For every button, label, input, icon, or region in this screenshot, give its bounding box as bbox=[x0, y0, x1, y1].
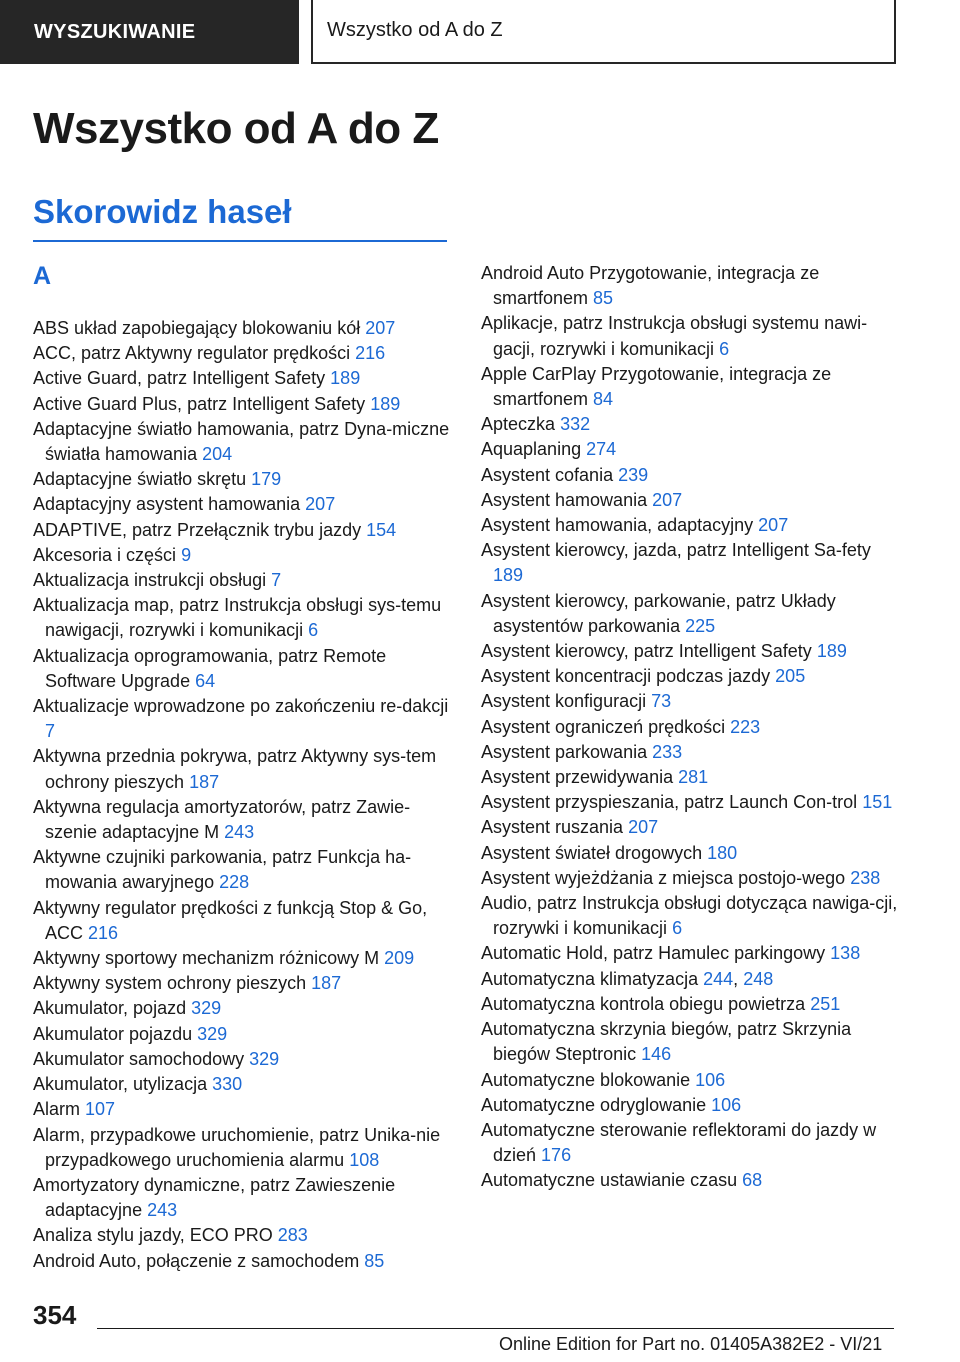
page-reference-link[interactable]: 6 bbox=[719, 338, 730, 359]
page-reference-link[interactable]: 84 bbox=[593, 389, 614, 410]
index-entry bbox=[481, 488, 901, 513]
index-term: Automatyczne odryglowanie bbox=[481, 1094, 707, 1115]
index-entry bbox=[481, 437, 901, 462]
page-reference-link[interactable]: 332 bbox=[560, 414, 591, 435]
index-term: Adaptacyjne światło skrętu bbox=[33, 469, 247, 490]
index-entry bbox=[481, 689, 901, 714]
index-entry bbox=[481, 463, 901, 488]
index-term: Asystent kierowcy, parkowanie, patrz Układy asystentów parkowania bbox=[481, 590, 836, 636]
index-entry bbox=[33, 316, 453, 341]
index-entry bbox=[481, 992, 901, 1017]
index-term: Analiza stylu jazdy, ECO PRO bbox=[33, 1225, 273, 1246]
index-term: Asystent przewidywania bbox=[481, 767, 674, 788]
page-reference-link[interactable]: 274 bbox=[586, 439, 617, 460]
index-term: Automatyczna kontrola obiegu powietrza bbox=[481, 993, 806, 1014]
tab-search[interactable]: WYSZUKIWANIE bbox=[0, 0, 299, 64]
index-term: Aktywna regulacja amortyzatorów, patrz Zawie‐szenie adaptacyjne M bbox=[33, 796, 411, 843]
index-entry bbox=[33, 644, 453, 694]
index-entry bbox=[481, 1093, 901, 1118]
index-entry bbox=[33, 795, 453, 845]
index-entry bbox=[33, 518, 453, 543]
page-reference-link[interactable]: 187 bbox=[189, 771, 220, 792]
index-term: Akumulator pojazdu bbox=[33, 1023, 193, 1044]
page-reference-link[interactable]: 180 bbox=[707, 842, 738, 863]
index-term: Aktualizacje wprowadzone po zakończeniu re‐dakcji bbox=[33, 696, 449, 717]
page-reference-link[interactable]: 233 bbox=[652, 741, 683, 762]
page-reference-link[interactable]: 106 bbox=[711, 1094, 742, 1115]
page-reference-link[interactable]: 138 bbox=[830, 943, 861, 964]
page-reference-link[interactable]: 205 bbox=[775, 666, 806, 687]
page-reference-link[interactable]: 187 bbox=[311, 973, 342, 994]
index-entry bbox=[33, 366, 453, 391]
subtitle-divider bbox=[33, 240, 447, 242]
index-term: Automatyczne ustawianie czasu bbox=[481, 1170, 738, 1191]
index-term: ADAPTIVE, patrz Przełącznik trybu jazdy bbox=[33, 519, 362, 540]
index-term: Apple CarPlay Przygotowanie, integracja ze smartfonem bbox=[481, 363, 832, 410]
page-reference-link[interactable]: 283 bbox=[277, 1225, 308, 1246]
index-entry bbox=[481, 891, 901, 941]
page-reference-link[interactable]: 108 bbox=[349, 1149, 380, 1170]
index-entry bbox=[481, 765, 901, 790]
page-reference-link[interactable]: 209 bbox=[384, 948, 415, 969]
index-term: Alarm bbox=[33, 1099, 81, 1120]
page-reference-link[interactable]: 207 bbox=[758, 515, 789, 536]
index-letter: A bbox=[33, 262, 52, 290]
index-entry bbox=[481, 815, 901, 840]
page-reference-link[interactable]: 251 bbox=[810, 993, 841, 1014]
index-term: Automatyczna klimatyzacja bbox=[481, 968, 699, 989]
index-term: Apteczka bbox=[481, 414, 556, 435]
index-term: Akumulator, pojazd bbox=[33, 998, 187, 1019]
page-reference-link[interactable]: 73 bbox=[651, 691, 672, 712]
footer-divider bbox=[97, 1328, 894, 1329]
index-entry bbox=[33, 1249, 453, 1274]
index-entry bbox=[481, 1017, 901, 1067]
index-term: Android Auto Przygotowanie, integracja ze smartfonem bbox=[481, 263, 820, 309]
index-term: Aktywny regulator prędkości z funkcją Stop & Go, ACC bbox=[33, 897, 428, 943]
index-term: Akumulator, utylizacja bbox=[33, 1074, 208, 1095]
index-term: Audio, patrz Instrukcja obsługi dotycząca nawiga‐cji, rozrywki i komunikacji bbox=[481, 893, 898, 939]
page-reference-link[interactable]: 107 bbox=[85, 1099, 116, 1120]
index-entry bbox=[481, 664, 901, 689]
index-term: Asystent hamowania bbox=[481, 489, 648, 510]
index-term: Automatic Hold, patrz Hamulec parkingowy bbox=[481, 943, 826, 964]
index-term: ABS układ zapobiegający blokowaniu kół bbox=[33, 318, 361, 338]
index-term: Asystent wyjeżdżania z miejsca postojo‐wego bbox=[481, 867, 846, 888]
index-term: Aktualizacja map, patrz Instrukcja obsługi sys‐temu nawigacji, rozrywki i komunikacji bbox=[33, 595, 442, 641]
page-reference-link[interactable]: 154 bbox=[366, 519, 397, 540]
index-entry bbox=[481, 362, 901, 412]
index-term: Aktywny system ochrony pieszych bbox=[33, 973, 307, 994]
page-reference-link[interactable]: 207 bbox=[305, 494, 336, 515]
page-reference-link[interactable]: 329 bbox=[197, 1023, 228, 1044]
index-term: Aktywne czujniki parkowania, patrz Funkcja ha‐mowania awaryjnego bbox=[33, 847, 412, 893]
index-entry bbox=[481, 1168, 901, 1193]
index-term: Automatyczne sterowanie reflektorami do jazdy w dzień bbox=[481, 1119, 877, 1166]
page-reference-link[interactable]: 151 bbox=[862, 792, 893, 813]
page-reference-link[interactable]: 85 bbox=[593, 288, 614, 309]
index-term: Asystent kierowcy, patrz Intelligent Safety bbox=[481, 641, 812, 662]
index-column-left bbox=[33, 316, 453, 1274]
index-entry bbox=[33, 1047, 453, 1072]
page-title: Wszystko od A do Z bbox=[33, 104, 439, 153]
page-reference-link[interactable]: 189 bbox=[816, 641, 847, 662]
index-entry bbox=[33, 1097, 453, 1122]
page-reference-link[interactable]: 6 bbox=[672, 918, 683, 939]
page-reference-link[interactable]: 243 bbox=[224, 822, 255, 843]
index-entry bbox=[481, 639, 901, 664]
index-entry bbox=[33, 946, 453, 971]
page-reference-link[interactable]: 329 bbox=[249, 1048, 280, 1069]
index-term: Asystent ograniczeń prędkości bbox=[481, 716, 726, 737]
index-term: Android Auto, połączenie z samochodem bbox=[33, 1250, 360, 1271]
page-reference-link[interactable]: 238 bbox=[850, 867, 881, 888]
page-reference-link[interactable]: 244 bbox=[703, 968, 734, 989]
index-term: Adaptacyjne światło hamowania, patrz Dyna‐miczne światła hamowania bbox=[33, 418, 450, 465]
page-reference-link[interactable]: 223 bbox=[730, 716, 761, 737]
page-reference-link[interactable]: 7 bbox=[45, 721, 56, 742]
index-term: Aktywna przednia pokrywa, patrz Aktywny sys‐tem ochrony pieszych bbox=[33, 746, 437, 792]
index-term: Aktualizacja oprogramowania, patrz Remote Software Upgrade bbox=[33, 645, 387, 691]
page-number: 354 bbox=[33, 1300, 77, 1330]
index-term: Automatyczna skrzynia biegów, patrz Skrzynia biegów Steptronic bbox=[481, 1019, 852, 1065]
page-reference-link[interactable]: 207 bbox=[628, 817, 659, 838]
page-reference-link[interactable]: 146 bbox=[641, 1044, 672, 1065]
page-reference-link[interactable]: 239 bbox=[618, 464, 649, 485]
page-reference-link[interactable]: 9 bbox=[181, 544, 192, 565]
index-entry bbox=[33, 896, 453, 946]
index-entry bbox=[481, 1068, 901, 1093]
index-entry bbox=[33, 996, 453, 1021]
page-reference-link[interactable]: 85 bbox=[364, 1250, 385, 1271]
page-reference-link[interactable]: 106 bbox=[695, 1069, 726, 1090]
index-term: Asystent koncentracji podczas jazdy bbox=[481, 666, 771, 687]
index-term: Aplikacje, patrz Instrukcja obsługi systemu nawi‐gacji, rozrywki i komunikacji bbox=[481, 313, 868, 359]
index-entry bbox=[33, 971, 453, 996]
index-term: Adaptacyjny asystent hamowania bbox=[33, 494, 301, 515]
index-term: Active Guard, patrz Intelligent Safety bbox=[33, 368, 326, 389]
index-term: Automatyczne blokowanie bbox=[481, 1069, 691, 1090]
index-term: Asystent hamowania, adaptacyjny bbox=[481, 515, 754, 536]
index-term: Active Guard Plus, patrz Intelligent Safety bbox=[33, 393, 366, 414]
index-entry bbox=[33, 1173, 453, 1223]
index-term: Asystent cofania bbox=[481, 464, 614, 485]
page-reference-link[interactable]: 228 bbox=[219, 872, 250, 893]
index-entry bbox=[33, 694, 453, 744]
index-entry bbox=[481, 538, 901, 588]
index-entry bbox=[33, 543, 453, 568]
section-subtitle: Skorowidz haseł bbox=[33, 193, 292, 230]
page-reference-link[interactable]: 207 bbox=[652, 489, 683, 510]
index-entry bbox=[33, 341, 453, 366]
page-header bbox=[0, 0, 960, 66]
page-reference-link[interactable]: 176 bbox=[541, 1145, 572, 1166]
page-reference-link[interactable]: 281 bbox=[678, 767, 709, 788]
index-term: Asystent kierowcy, jazda, patrz Intelligent Sa‐fety bbox=[481, 540, 871, 561]
index-term: Akcesoria i części bbox=[33, 544, 177, 565]
index-entry bbox=[33, 417, 453, 467]
index-entry bbox=[33, 1072, 453, 1097]
index-entry bbox=[33, 568, 453, 593]
page-reference-link[interactable]: 68 bbox=[742, 1170, 763, 1191]
page-reference-link[interactable]: 189 bbox=[370, 393, 401, 414]
page-reference-link[interactable]: 207 bbox=[365, 318, 396, 338]
page-reference-link[interactable]: 243 bbox=[147, 1200, 178, 1221]
index-entry bbox=[481, 841, 901, 866]
index-entry bbox=[33, 593, 453, 643]
index-entry bbox=[33, 1223, 453, 1248]
page-reference-link[interactable]: 7 bbox=[271, 570, 282, 591]
index-entry bbox=[33, 744, 453, 794]
page-reference-link[interactable]: 189 bbox=[330, 368, 361, 389]
index-column-right bbox=[481, 261, 901, 1194]
index-entry bbox=[481, 715, 901, 740]
index-entry bbox=[481, 513, 901, 538]
page-reference-link[interactable]: 204 bbox=[202, 444, 233, 465]
index-entry bbox=[481, 740, 901, 765]
index-term: Asystent konfiguracji bbox=[481, 691, 647, 712]
index-entry bbox=[33, 1123, 453, 1173]
index-term: Asystent przyspieszania, patrz Launch Con‐trol bbox=[481, 792, 858, 813]
index-term: Akumulator samochodowy bbox=[33, 1048, 245, 1069]
index-term: Asystent świateł drogowych bbox=[481, 842, 703, 863]
index-entry bbox=[33, 467, 453, 492]
index-entry bbox=[481, 412, 901, 437]
page-reference-link[interactable]: 216 bbox=[88, 922, 119, 943]
index-entry bbox=[481, 941, 901, 966]
index-term: Aktywny sportowy mechanizm różnicowy M bbox=[33, 948, 380, 969]
page-reference-link[interactable]: 216 bbox=[355, 343, 386, 364]
index-entry bbox=[481, 589, 901, 639]
index-term: Asystent parkowania bbox=[481, 741, 648, 762]
index-entry bbox=[481, 790, 901, 815]
index-entry bbox=[33, 845, 453, 895]
index-entry bbox=[481, 261, 901, 311]
page-reference-link[interactable]: 179 bbox=[251, 469, 282, 490]
index-term: ACC, patrz Aktywny regulator prędkości bbox=[33, 343, 351, 364]
page-reference-link[interactable]: 329 bbox=[191, 998, 222, 1019]
index-entry: Automatyczna klimatyzacja 244, 248 bbox=[481, 968, 774, 989]
page-reference-link[interactable]: 330 bbox=[212, 1074, 243, 1095]
index-entry bbox=[481, 311, 901, 361]
index-term: Alarm, przypadkowe uruchomienie, patrz Unika‐nie przypadkowego uruchomienia alarmu bbox=[33, 1124, 441, 1170]
page-reference-link[interactable]: 6 bbox=[308, 620, 319, 641]
index-entry bbox=[481, 866, 901, 891]
page-reference-link[interactable]: 189 bbox=[493, 565, 524, 586]
index-term: Aktualizacja instrukcji obsługi bbox=[33, 570, 267, 591]
index-term: Aquaplaning bbox=[481, 439, 582, 460]
index-entry bbox=[33, 392, 453, 417]
index-entry bbox=[481, 1118, 901, 1168]
page-reference-link[interactable]: 225 bbox=[685, 615, 716, 636]
index-term: Asystent ruszania bbox=[481, 817, 624, 838]
index-entry bbox=[33, 492, 453, 517]
tab-section-a-to-z[interactable]: Wszystko od A do Z bbox=[311, 0, 896, 64]
page-reference-link[interactable]: 64 bbox=[195, 670, 216, 691]
page-reference-link[interactable]: 248 bbox=[743, 968, 774, 989]
edition-text: Online Edition for Part no. 01405A382E2 - VI/21 bbox=[499, 1334, 883, 1354]
index-term: Amortyzatory dynamiczne, patrz Zawieszenie adaptacyjne bbox=[33, 1174, 396, 1221]
index-entry bbox=[33, 1022, 453, 1047]
